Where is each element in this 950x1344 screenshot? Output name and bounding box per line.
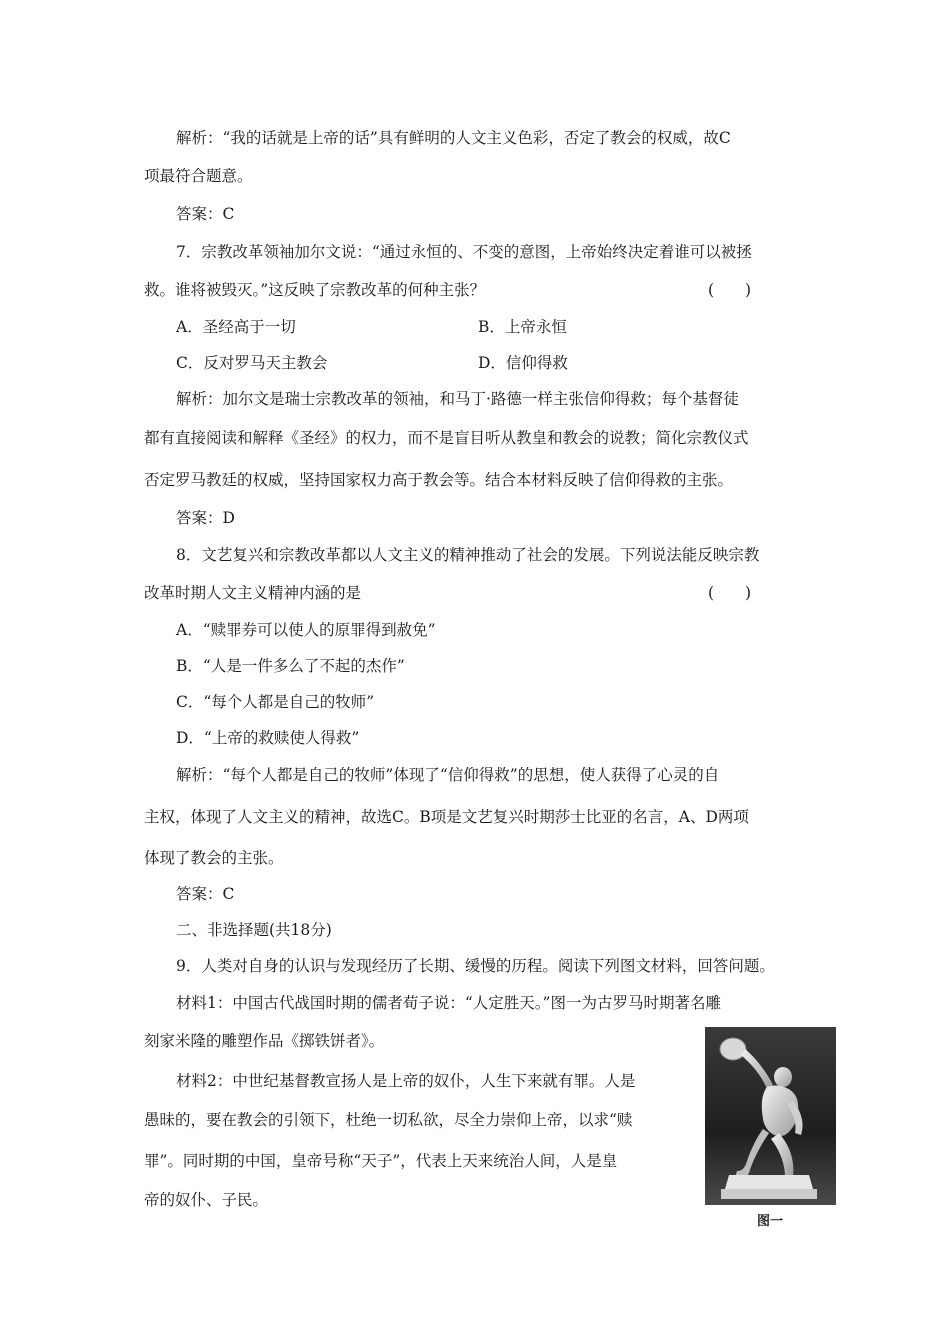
q7-option-a: A．圣经高于一切 bbox=[176, 318, 296, 336]
q8-analysis-line-3: 体现了教会的主张。 bbox=[144, 849, 284, 867]
q7-analysis-line-3: 否定罗马教廷的权威，坚持国家权力高于教会等。结合本材料反映了信仰得救的主张。 bbox=[144, 471, 734, 489]
statue-illustration bbox=[705, 1027, 836, 1205]
q7-option-b: B．上帝永恒 bbox=[478, 318, 567, 336]
q9-material2-line-4: 帝的奴仆、子民。 bbox=[144, 1191, 269, 1209]
q7-answer: 答案：D bbox=[176, 509, 235, 527]
q9-material2-line-1: 材料2：中世纪基督教宣扬人是上帝的奴仆，人生下来就有罪。人是 bbox=[176, 1072, 636, 1090]
q7-answer-blank: ( ) bbox=[708, 281, 752, 299]
q9-stem: 9．人类对自身的认识与发现经历了长期、缓慢的历程。阅读下列图文材料，回答问题。 bbox=[176, 957, 775, 975]
q7-option-c: C．反对罗马天主教会 bbox=[176, 354, 328, 372]
q7-option-d: D．信仰得救 bbox=[478, 354, 568, 372]
q8-answer: 答案：C bbox=[176, 885, 235, 903]
q8-option-b: B．“人是一件多么了不起的杰作” bbox=[176, 657, 405, 675]
q6-analysis-line-1: 解析：“我的话就是上帝的话”具有鲜明的人文主义色彩，否定了教会的权威，故C bbox=[176, 129, 731, 147]
q9-material2-line-3: 罪”。同时期的中国，皇帝号称“天子”，代表上天来统治人间，人是皇 bbox=[144, 1152, 618, 1170]
figure-caption: 图一 bbox=[757, 1214, 784, 1229]
q8-answer-blank: ( ) bbox=[708, 584, 752, 602]
q9-material1-line-1: 材料1：中国古代战国时期的儒者荀子说：“人定胜天。”图一为古罗马时期著名雕 bbox=[176, 994, 721, 1012]
q8-analysis-line-2: 主权，体现了人文主义的精神，故选C。B项是文艺复兴时期莎士比亚的名言，A、D两项 bbox=[144, 808, 749, 826]
q8-analysis-line-1: 解析：“每个人都是自己的牧师”体现了“信仰得救”的思想，使人获得了心灵的自 bbox=[176, 766, 720, 784]
q6-analysis-line-2: 项最符合题意。 bbox=[144, 167, 253, 185]
q8-option-d: D．“上帝的救赎使人得救” bbox=[176, 729, 360, 747]
q8-stem-line-2: 改革时期人文主义精神内涵的是 bbox=[144, 584, 362, 602]
q9-material1-line-2: 刻家米隆的雕塑作品《掷铁饼者》。 bbox=[144, 1032, 385, 1050]
q7-analysis-line-2: 都有直接阅读和解释《圣经》的权力，而不是盲目听从教皇和教会的说教；简化宗教仪式 bbox=[144, 429, 749, 447]
section-heading: 二、非选择题(共18分) bbox=[176, 921, 332, 939]
q8-option-c: C．“每个人都是自己的牧师” bbox=[176, 693, 375, 711]
q9-material2-line-2: 愚昧的，要在教会的引领下，杜绝一切私欲，尽全力崇仰上帝，以求“赎 bbox=[144, 1111, 633, 1129]
discobolus-statue-image bbox=[705, 1027, 836, 1205]
q6-answer: 答案：C bbox=[176, 205, 235, 223]
q8-option-a: A．“赎罪券可以使人的原罪得到赦免” bbox=[176, 621, 436, 639]
q7-analysis-line-1: 解析：加尔文是瑞士宗教改革的领袖，和马丁·路德一样主张信仰得救；每个基督徒 bbox=[176, 390, 739, 408]
q7-stem-line-2: 救。谁将被毁灭。”这反映了宗教改革的何种主张？ bbox=[144, 281, 486, 299]
q8-stem-line-1: 8．文艺复兴和宗教改革都以人文主义的精神推动了社会的发展。下列说法能反映宗教 bbox=[176, 546, 760, 564]
q7-stem-line-1: 7．宗教改革领袖加尔文说：“通过永恒的、不变的意图，上帝始终决定着谁可以被拯 bbox=[176, 243, 752, 261]
